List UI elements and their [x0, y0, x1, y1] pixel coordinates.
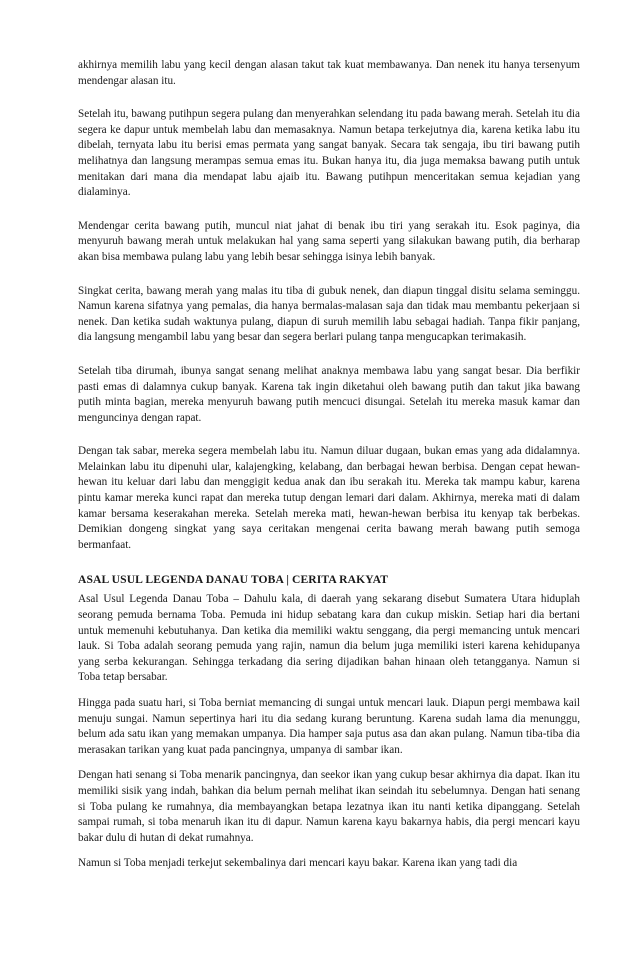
paragraph: Setelah tiba dirumah, ibunya sangat senang melihat anaknya membawa labu yang sangat besar. Dia berfikir pasti emas di dalamnya cukup banyak. Karena tak ingin diketahui oleh bawang putih dan takut jika bawang putih minta bagian, mereka menyuruh bawang putih mencuci disungai. Setelah itu mereka masuk kamar dan menguncinya dengan rapat. [78, 364, 580, 424]
paragraph: akhirnya memilih labu yang kecil dengan alasan takut tak kuat membawanya. Dan nenek itu hanya tersenyum mendengar alasan itu. [78, 59, 580, 87]
paragraph: Mendengar cerita bawang putih, muncul niat jahat di benak ibu tiri yang serakah itu. Esok paginya, dia menyuruh bawang merah untuk melakukan hal yang sama seperti yang silakukan bawang putih, dia berharap akan bisa membawa pulang labu yang lebih besar sehingga isinya lebih banyak. [78, 219, 580, 263]
paragraph: Hingga pada suatu hari, si Toba berniat memancing di sungai untuk mencari lauk. Diapun pergi membawa kail menuju sungai. Namun sepertinya hari itu dia sedang kurang beruntung. Karena sudah lama dia menunggu, belum ada satu ikan yang memakan umpanya. Dia hamper saja putus asa dan akan pulang. Namun tiba-tiba dia merasakan tarikan yang kuat pada pancingnya, umpanya di sambar ikan. [78, 697, 580, 756]
paragraph: Dengan hati senang si Toba menarik pancingnya, dan seekor ikan yang cukup besar akhirnya dia dapat. Ikan itu memiliki sisik yang indah, bahkan dia belum pernah melihat ikan seindah itu sebelumnya. Dengan hati senang si Toba pulang ke rumahnya, dia membayangkan betapa lezatnya ikan itu nanti ketika dipanggang. Setelah sampai rumah, si toba menaruh ikan itu di dapur. Namun karena kayu bakarnya habis, dia pergi mencari kayu bakar dulu di hutan di dekat rumahnya. [78, 769, 580, 844]
paragraph: Asal Usul Legenda Danau Toba – Dahulu kala, di daerah yang sekarang disebut Sumatera Utara hiduplah seorang pemuda bernama Toba. Pemuda ini hidup sebatang kara dan cukup miskin. Setiap hari dia bertani untuk memenuhi kebutuhanya. Dan ketika dia memiliki waktu senggang, dia pergi memancing untuk mencari lauk. Si Toba adalah seorang pemuda yang rajin, namun dia belum juga memiliki isteri karena kehidupanya yang serba kekurangan. Sehingga terkadang dia sering dijadikan bahan hinaan oleh tetangganya. Namun si Toba tetap bersabar. [78, 593, 580, 684]
paragraph: Namun si Toba menjadi terkejut sekembalinya dari mencari kayu bakar. Karena ikan yang tadi dia [78, 857, 518, 870]
paragraph: Dengan tak sabar, mereka segera membelah labu itu. Namun diluar dugaan, bukan emas yang ada didalamnya. Melainkan labu itu dipenuhi ular, kalajengking, kelabang, dan berbagai hewan berbisa. Dengan cepat hewan-hewan itu keluar dari labu dan menggigit kedua anak dan ibu serakah itu. Mereka tak mampu kabur, karena pintu kamar mereka kunci rapat dan mereka tutup dengan lemari dari dalam. Akhirnya, mereka mati di dalam kamar bersama keserakahan mereka. Setelah mereka mati, hewan-hewan berbisa itu kenyap tak berbekas. Demikian dongeng singkat yang saya ceritakan mengenai cerita bawang merah bawang putih semoga bermanfaat. [78, 445, 580, 551]
section-heading: ASAL USUL LEGENDA DANAU TOBA | CERITA RAKYAT [78, 573, 389, 587]
paragraph: Setelah itu, bawang putihpun segera pulang dan menyerahkan selendang itu pada bawang merah. Setelah itu dia segera ke dapur untuk membelah labu dan memasaknya. Namun betapa terkejutnya dia, karena ketika labu itu dibelah, ternyata labu itu berisi emas permata yang sangat banyak. Secara tak sengaja, ibu tiri bawang putih melihatnya dan langsung merampas semua emas itu. Bukan hanya itu, dia juga memaksa bawang putih untuk menitakan dari mana dia mendapat labu ajaib itu. Bawang putihpun menceritakan semua kejadian yang dialaminya. [78, 108, 580, 199]
paragraph: Singkat cerita, bawang merah yang malas itu tiba di gubuk nenek, dan diapun tinggal disitu selama seminggu. Namun karena sifatnya yang pemalas, dia hanya bermalas-malasan saja dan tidak mau membantu pekerjaan si nenek. Dan ketika sudah waktunya pulang, diapun di suruh memilih labu sebagai hadiah. Tanpa fikir panjang, dia langsung mengambil labu yang besar dan segera berlari pulang tanpa mengucapkan terimakasih. [78, 284, 580, 344]
